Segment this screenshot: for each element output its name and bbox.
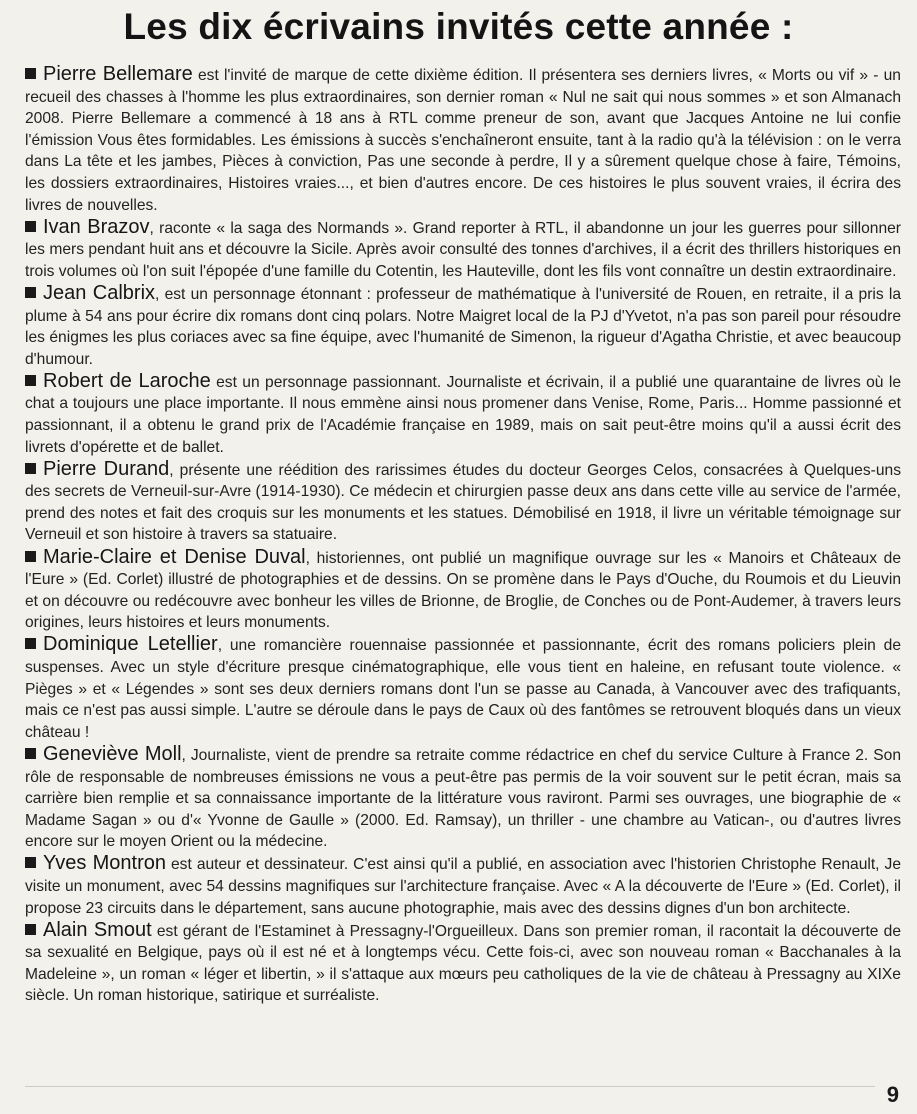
writer-name: Robert de Laroche xyxy=(43,369,211,392)
writer-entry-brazov xyxy=(25,217,901,283)
writer-name: Marie-Claire et Denise Duval xyxy=(43,545,306,568)
writer-name: Yves Montron xyxy=(43,852,166,875)
square-bullet-icon xyxy=(25,638,36,649)
writer-description: , est un personnage étonnant : professeur de mathématique à l'université de Rouen, en retraite, il a pris la plume à 54 ans pour écrire dix romans dont cinq polars. Notre Maigret local de la PJ d'Yvetot, n'a pas son pareil pour résoudre les énigmes les plus coriaces avec sa fine équipe, avec l'humanité de Simenon, la rigueur d'Agatha Christie, et avec beaucoup d'humour. xyxy=(25,285,901,368)
writer-entry-bellemare xyxy=(25,64,901,216)
writer-name: Pierre Bellemare xyxy=(43,63,193,85)
writers-list xyxy=(25,64,901,1008)
writer-name: Dominique Letellier xyxy=(43,633,218,656)
writer-description: , historiennes, ont publié un magnifique ouvrage sur les « Manoirs et Châteaux de l'Eure » (Ed. Corlet) illustré de photographies et de dessins. On se promène dans le Pays d'Ouche, du Roumois et du Lieuvin et on découvre ou redécouvre avec bonheur les villes de Brionne, de Broglie, de Conches ou de Pont-Audemer, à travers leurs origines, leurs histoires et leurs monuments. xyxy=(25,549,901,632)
writer-description: , une romancière rouennaise passionnée et passionnante, écrit des romans policiers plein de suspenses. Avec un style d'écriture presque cinématographique, elle vous tient en haleine, en refusant toute violence. « Pièges » et « Légendes » sont ses deux derniers romans dont l'un se passe au Canada, à Vancouver avec des trafiquants, mais ce n'est pas aussi simple. L'autre se déroule dans le pays de Caux où des fantômes se retrouvent bloqués dans un vieux château ! xyxy=(25,637,902,741)
square-bullet-icon xyxy=(25,463,36,474)
writer-description: est gérant de l'Estaminet à Pressagny-l'Orgueilleux. Dans son premier roman, il racontait la découverte de sa sexualité en Belgique, pays où il est né et à longtemps vécu. Cette fois-ci, avec son nouveau roman « Bacchanales à la Madeleine », un roman « léger et libertin, » il s'attaque aux mœurs peu catholiques de la vie de château à Pressagny au XIXe siècle. Un roman historique, satirique et surréaliste. xyxy=(25,922,901,1005)
writer-entry-durand xyxy=(25,459,901,546)
page-number: 9 xyxy=(886,1082,899,1107)
writer-entry-laroche xyxy=(25,371,901,458)
writer-entry-calbrix xyxy=(25,283,901,370)
square-bullet-icon xyxy=(25,857,36,868)
writer-description: est auteur et dessinateur. C'est ainsi qu'il a publié, en association avec l'historien Christophe Renault, Je visite un monument, avec 54 dessins magnifiques sur l'architecture française. Avec « A la découverte de l'Eure » (Ed. Corlet), il propose 23 circuits dans le département, sans aucune photographie, mais avec des dessins dignes d'un bon architecte. xyxy=(25,856,901,917)
square-bullet-icon xyxy=(25,287,36,298)
square-bullet-icon xyxy=(25,375,36,386)
square-bullet-icon xyxy=(25,924,36,935)
square-bullet-icon xyxy=(25,221,36,232)
page-title: Les dix écrivains invités cette année : xyxy=(123,6,794,47)
writer-name: Jean Calbrix xyxy=(43,281,156,304)
writer-description: est l'invité de marque de cette dixième édition. Il présentera ses derniers livres, « Morts ou vif » - un recueil des chasses à l'homme les plus extraordinaires, son dernier roman « Nul ne sait qui nous sommes » et son Almanach 2008. Pierre Bellemare a commencé à 18 ans à RTL comme preneur de son, avant que Jacques Antoine ne lui confie l'émission Vous êtes formidables. Les émissions à succès s'enchaîneront ensuite, tant à la radio qu'à la télévision : on le verra dans La tête et les jambes, Pièces à conviction, Pas une seconde à perdre, Il y a sûrement quelque chose à faire, Témoins, les dossiers extraordinaires, Histoires vraies..., et bien d'autres encore. De ces histoires le plus souvent vraies, il écrira des livres de nouvelles. xyxy=(25,67,901,214)
writer-entry-montron xyxy=(25,853,901,919)
writer-name: Ivan Brazov xyxy=(43,215,150,238)
writer-description: , raconte « la saga des Normands ». Grand reporter à RTL, il abandonne un jour les guerres pour sillonner les mers pendant huit ans et découvre la Sicile. Après avoir consulté des tonnes d'archives, il a écrit des thrillers historiques en trois volumes où l'on suit l'épopée d'une famille du Cotentin, les Hauteville, dont les fils vont connaître un destin extraordinaire. xyxy=(25,219,901,280)
footer-divider xyxy=(25,1086,875,1087)
writer-description: , présente une réédition des rarissimes études du docteur Georges Celos, consacrées à Quelques-uns des secrets de Verneuil-sur-Avre (1914-1930). Ce médecin et chirurgien passe deux ans dans cette ville au service de l'armée, prend des notes et fait des croquis sur les monuments et les statues. Démobilisé en 1918, il livre un véritable témoignage sur Verneuil et son histoire à travers sa statuaire. xyxy=(25,461,901,544)
writer-entry-letellier xyxy=(25,634,901,743)
writer-entry-smout xyxy=(25,920,901,1007)
writer-entry-duval xyxy=(25,547,901,634)
square-bullet-icon xyxy=(25,551,36,562)
writer-description: est un personnage passionnant. Journaliste et écrivain, il a publié une quarantaine de livres où le chat a toujours une place importante. Il nous emmène ainsi nous promener dans Venise, Rome, Paris... Homme passionné et passionnant, il a obtenu le grand prix de l'Académie française en 1989, mais on sait peut-être moins qu'il a aussi écrit des livrets d'opérette et de ballet. xyxy=(25,373,901,456)
writer-description: , Journaliste, vient de prendre sa retraite comme rédactrice en chef du service Culture à France 2. Son rôle de responsable de nombreuses émissions ne vous a peut-être pas permis de la voir souvent sur le petit écran, mais sa carrière bien remplie et sa connaissance importante de la littérature vous raviront. Parmi ses ouvrages, une biographie de « Madame Sagan » ou d'« Yvonne de Gaulle » (2000. Ed. Ramsay), un thriller - une chambre au Vatican-, ou d'autres livres encore sur le moyen Orient ou la médecine. xyxy=(25,746,901,851)
square-bullet-icon xyxy=(25,748,36,759)
writer-name: Alain Smout xyxy=(43,918,152,941)
writer-entry-moll xyxy=(25,744,901,853)
writer-name: Pierre Durand xyxy=(43,457,170,480)
square-bullet-icon xyxy=(25,68,36,79)
writer-name: Geneviève Moll xyxy=(43,742,182,765)
